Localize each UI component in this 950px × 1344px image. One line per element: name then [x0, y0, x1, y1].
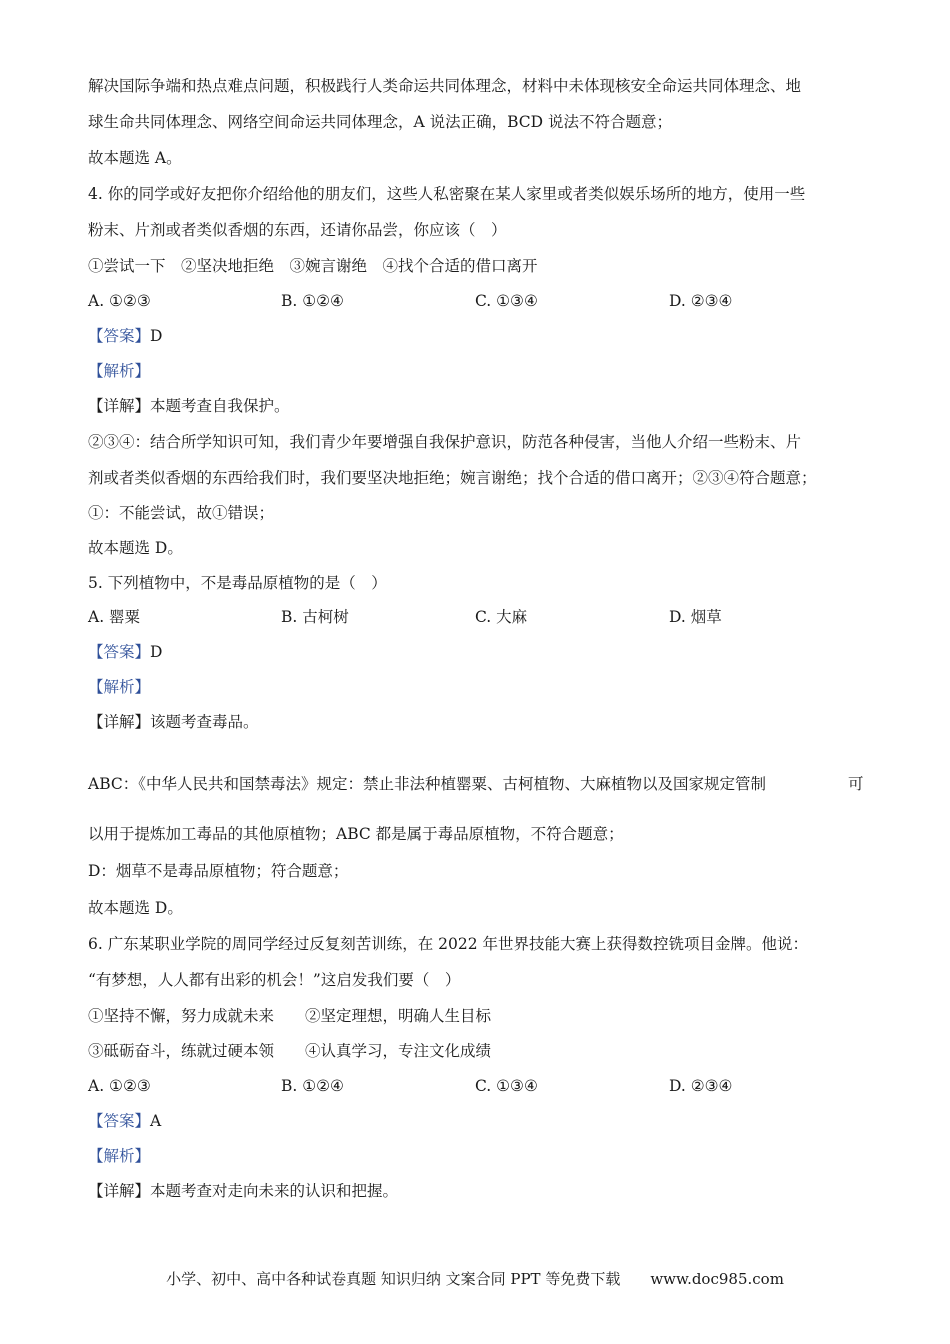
q5-option-a: A. 罂粟 — [88, 608, 141, 626]
q3-text-line-1: 解决国际争端和热点难点问题，积极践行人类命运共同体理念，材料中未体现核安全命运共同体理念、地 — [88, 77, 802, 95]
q3-conclusion: 故本题选 A。 — [88, 149, 182, 167]
q5-explanation-line-3: D：烟草不是毒品原植物；符合题意； — [88, 862, 349, 880]
q4-explanation-line-1: ②③④：结合所学知识可知，我们青少年要增强自我保护意识，防范各种侵害，当他人介绍一些粉末、片 — [88, 433, 802, 451]
q4-option-d: D. ②③④ — [669, 292, 733, 310]
detail-text: 该题考查毒品。 — [150, 713, 259, 731]
q6-detail-line — [88, 1180, 398, 1202]
answer-value: D — [150, 327, 163, 345]
q4-option-c: C. ①③④ — [475, 292, 538, 310]
q5-option-b: B. 古柯树 — [281, 608, 349, 626]
q6-option-d: D. ②③④ — [669, 1077, 733, 1095]
q5-conclusion: 故本题选 D。 — [88, 899, 183, 917]
answer-value: A — [150, 1112, 162, 1130]
q4-detail-line — [88, 395, 290, 417]
q4-option-b: B. ①②④ — [281, 292, 344, 310]
q4-statements: ①尝试一下 ②坚决地拒绝 ③婉言谢绝 ④找个合适的借口离开 — [88, 257, 538, 275]
analysis-tag: 【解析】 — [88, 678, 151, 696]
q5-explanation-line-2: 以用于提炼加工毒品的其他原植物；ABC 都是属于毒品原植物，不符合题意； — [88, 825, 624, 843]
detail-tag: 【详解】 — [88, 397, 151, 415]
q4-stem-line-1: 4. 你的同学或好友把你介绍给他的朋友们，这些人私密聚在某人家里或者类似娱乐场所的地方，使用一些 — [88, 185, 806, 203]
answer-tag: 【答案】 — [88, 643, 151, 661]
q4-analysis-tag — [88, 360, 150, 382]
answer-tag: 【答案】 — [88, 1112, 151, 1130]
q4-explanation-line-3: ①：不能尝试，故①错误； — [88, 504, 275, 522]
detail-text: 本题考查自我保护。 — [150, 397, 290, 415]
q6-stem-line-2: “有梦想，人人都有出彩的机会！”这启发我们要（ ） — [88, 971, 461, 989]
q4-answer-line — [88, 325, 162, 347]
detail-tag: 【详解】 — [88, 713, 151, 731]
q5-analysis-tag — [88, 676, 150, 698]
detail-tag: 【详解】 — [88, 1182, 151, 1200]
q5-answer-line — [88, 641, 162, 663]
q5-stem: 5. 下列植物中，不是毒品原植物的是（ ） — [88, 574, 387, 592]
q5-option-d: D. 烟草 — [669, 608, 722, 626]
q5-detail-line — [88, 711, 259, 733]
q6-option-c: C. ①③④ — [475, 1077, 538, 1095]
q6-statements-line-2: ③砥砺奋斗，练就过硬本领 ④认真学习，专注文化成绩 — [88, 1042, 492, 1060]
q6-option-b: B. ①②④ — [281, 1077, 344, 1095]
q5-explanation-line-1: ABC：《中华人民共和国禁毒法》规定：禁止非法种植罂粟、古柯植物、大麻植物以及国家规定管制 — [88, 775, 766, 793]
q6-answer-line — [88, 1110, 161, 1132]
q6-option-a: A. ①②③ — [88, 1077, 151, 1095]
answer-value: D — [150, 643, 163, 661]
q3-text-line-2: 球生命共同体理念、网络空间命运共同体理念，A 说法正确，BCD 说法不符合题意； — [88, 113, 673, 131]
detail-text: 本题考查对走向未来的认识和把握。 — [150, 1182, 399, 1200]
q4-stem-line-2: 粉末、片剂或者类似香烟的东西，还请你品尝，你应该（ ） — [88, 221, 507, 239]
q4-explanation-line-2: 剂或者类似香烟的东西给我们时，我们要坚决地拒绝；婉言谢绝；找个合适的借口离开；②③④符合题意； — [88, 469, 817, 487]
answer-tag: 【答案】 — [88, 327, 151, 345]
page-footer: 小学、初中、高中各种试卷真题 知识归纳 文案合同 PPT 等免费下载 www.doc985.com — [166, 1270, 784, 1288]
q5-option-c: C. 大麻 — [475, 608, 528, 626]
q4-conclusion: 故本题选 D。 — [88, 539, 183, 557]
analysis-tag: 【解析】 — [88, 362, 151, 380]
q5-explanation-line-1-end: 可 — [848, 775, 864, 793]
q6-stem-line-1: 6. 广东某职业学院的周同学经过反复刻苦训练，在 2022 年世界技能大赛上获得数控铣项目金牌。他说： — [88, 935, 809, 953]
analysis-tag: 【解析】 — [88, 1147, 151, 1165]
q4-option-a: A. ①②③ — [88, 292, 151, 310]
q6-statements-line-1: ①坚持不懈，努力成就未来 ②坚定理想，明确人生目标 — [88, 1007, 492, 1025]
q6-analysis-tag — [88, 1145, 150, 1167]
